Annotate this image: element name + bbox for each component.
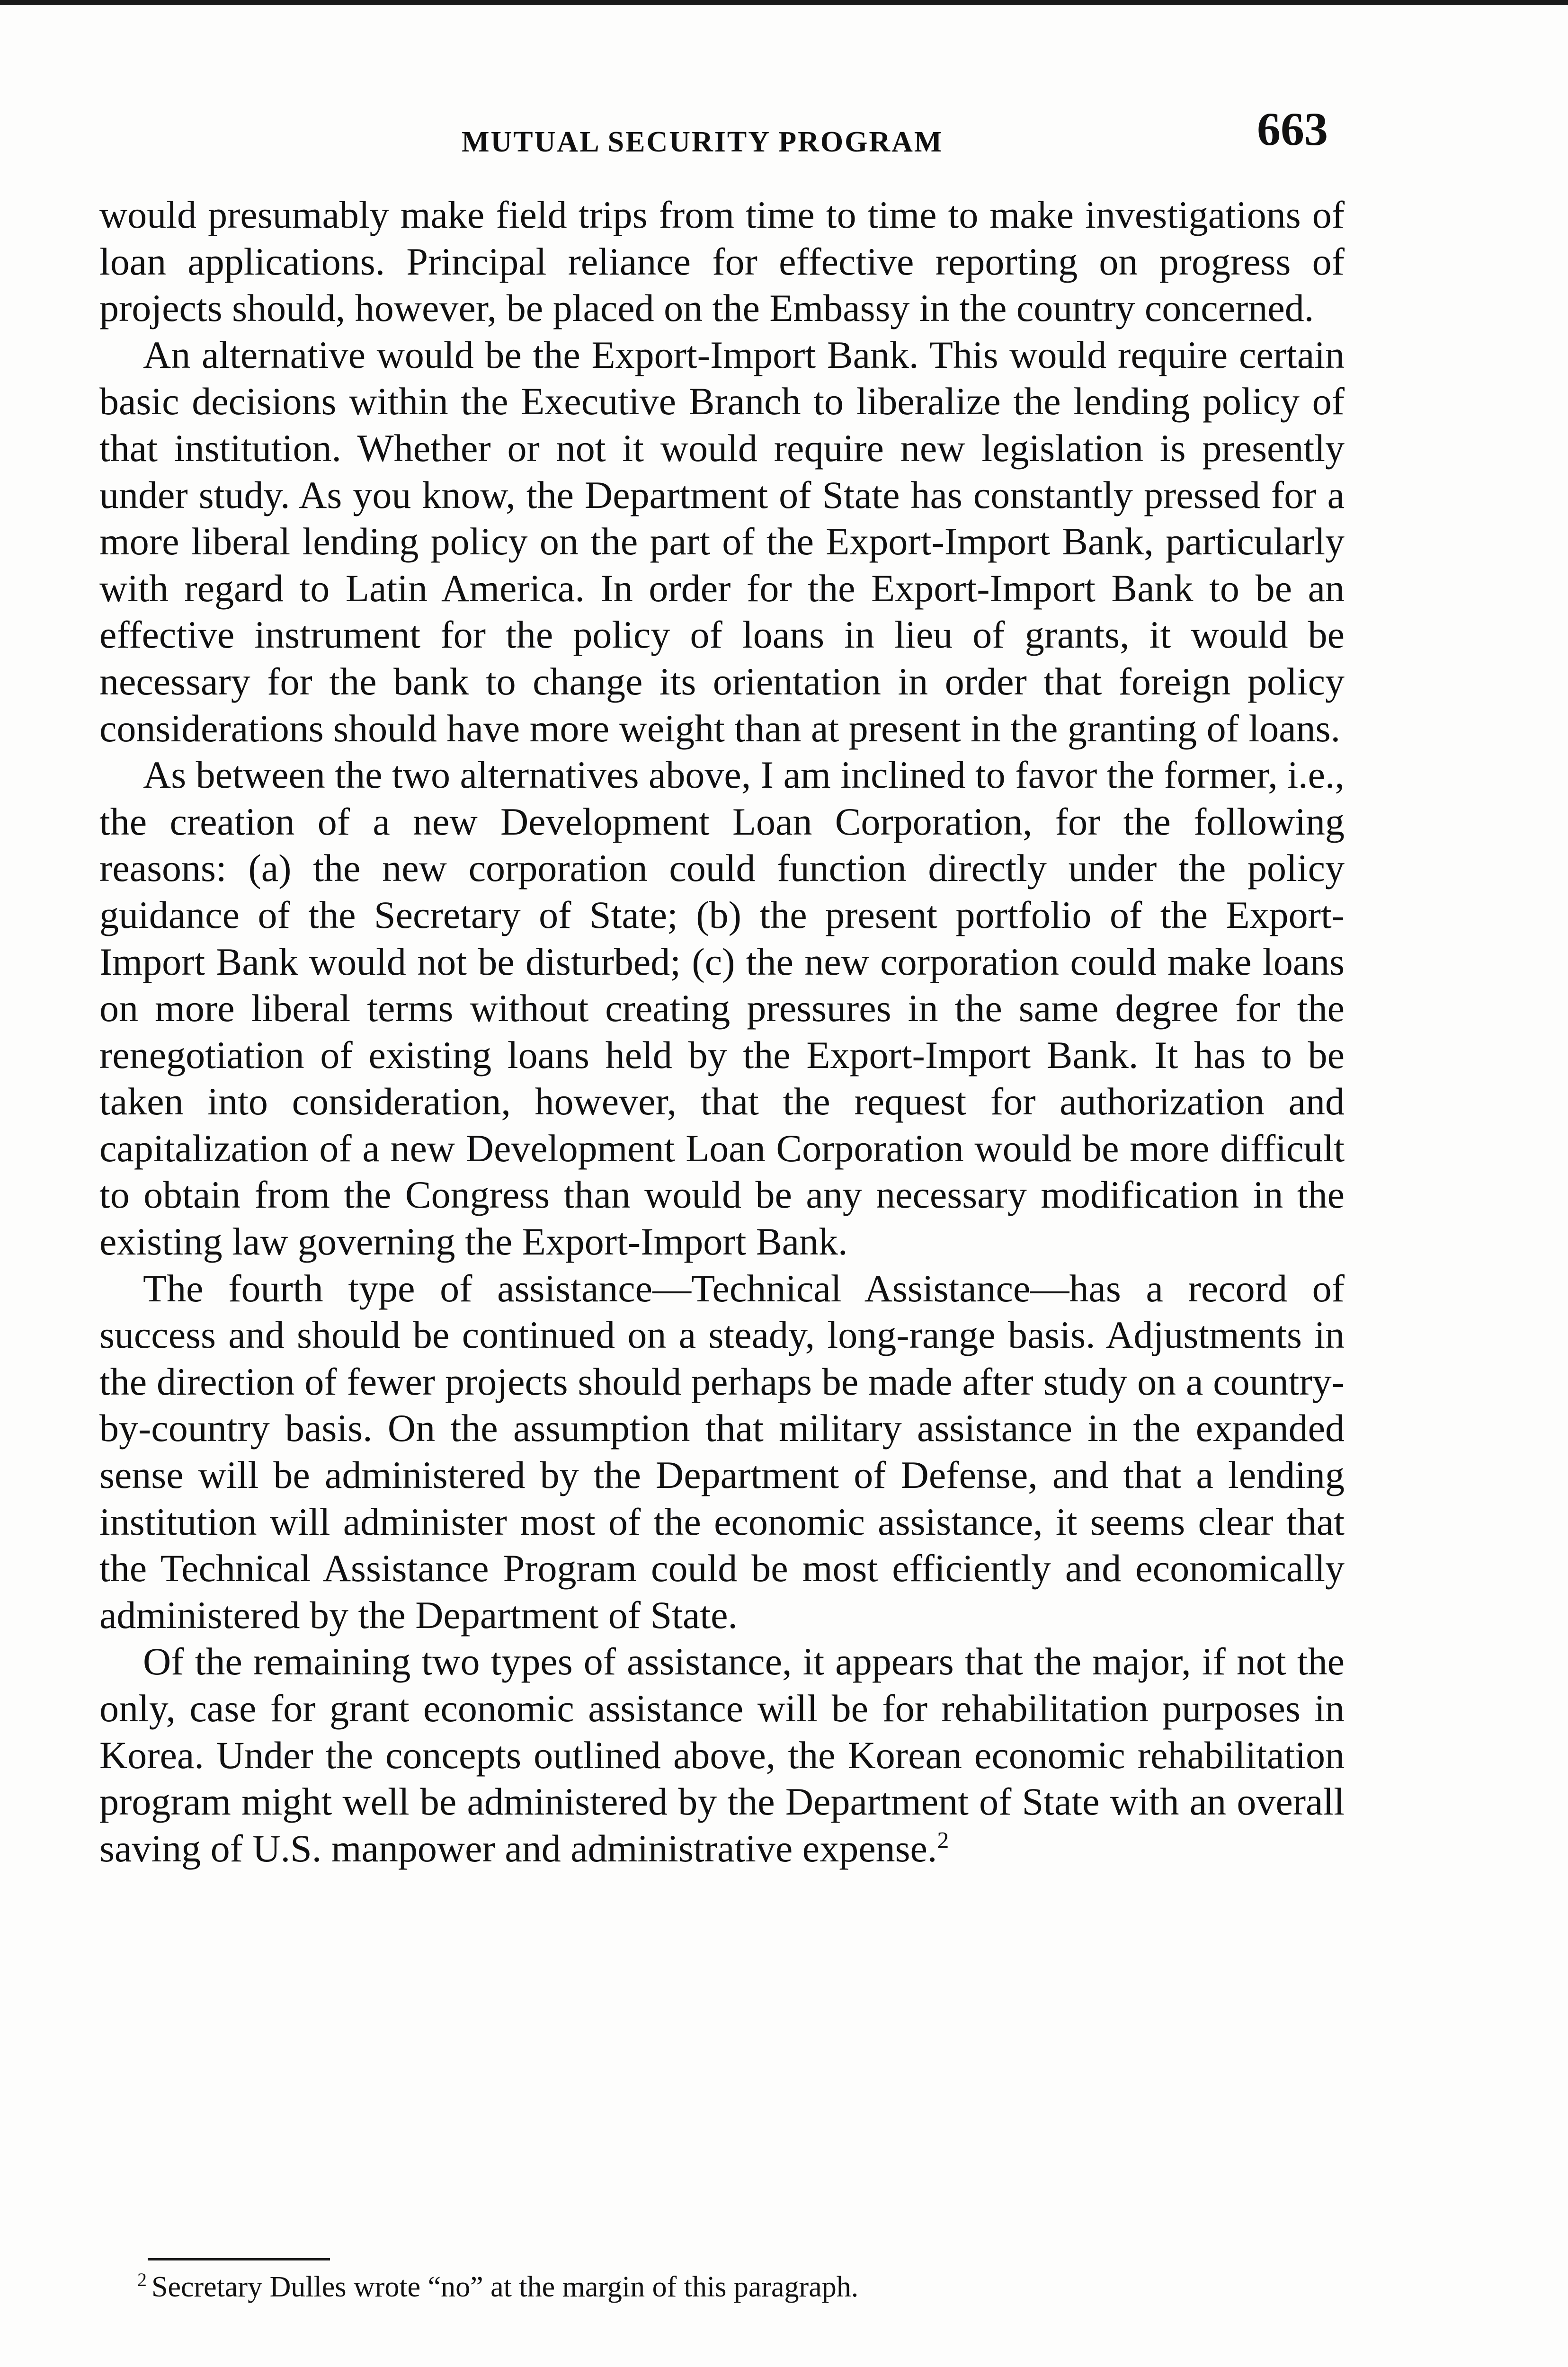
paragraph-5 bbox=[99, 1638, 1345, 1872]
paragraph-2: An alternative would be the Export-Import Bank. This would require certain basic decisions within the Executive Branch to liberalize the lending policy of that institution. Whether or not it would require new legislation is presently under study. As you know, the Department of State has constantly pressed for a more liberal lending policy on the part of the Export-Import Bank, particularly with regard to Latin America. In order for the Export-Import Bank to be an effective instrument for the policy of loans in lieu of grants, it would be necessary for the bank to change its orientation in order that foreign policy considerations should have more weight than at present in the granting of loans. bbox=[99, 333, 1345, 750]
paragraph-5-text: Of the remaining two types of assistance, it appears that the major, if not the only, case for grant economic assistance will be for rehabilitation purposes in Korea. Under the concepts outlined above, the Korean economic rehabilitation program might well be administered by the Department of State with an overall saving of U.S. manpower and administrative expense. bbox=[99, 1640, 1345, 1870]
footnote-text: Secretary Dulles wrote “no” at the margin of this paragraph. bbox=[151, 2271, 859, 2303]
paragraph-1: would presumably make field trips from time to time to make investigations of loan applications. Principal reliance for effective reporting on progress of projects should, however, be placed on the Embassy in the country concerned. bbox=[99, 193, 1345, 330]
paragraph-4: The fourth type of assistance—Technical Assistance—has a record of success and should be continued on a steady, long-range basis. Adjustments in the direction of fewer projects should perhaps be made after study on a country-by-country basis. On the assumption that military assistance in the expanded sense will be administered by the Department of Defense, and that a lending institution will administer most of the economic assistance, it seems clear that the Technical Assistance Program could be most efficiently and economically administered by the Department of State. bbox=[99, 1266, 1345, 1637]
page-number: 663 bbox=[1257, 103, 1328, 155]
footnote-marker: 2 bbox=[137, 2269, 147, 2291]
footnote-reference[interactable]: 2 bbox=[937, 1826, 949, 1853]
body-text bbox=[99, 192, 1345, 1872]
top-edge-rule bbox=[0, 0, 1568, 5]
footnote bbox=[137, 2269, 858, 2305]
footnote-separator bbox=[148, 2258, 330, 2260]
running-title: MUTUAL SECURITY PROGRAM bbox=[462, 126, 944, 158]
paragraph-3: As between the two alternatives above, I am inclined to favor the former, i.e., the creation of a new Development Loan Corporation, for the following reasons: (a) the new corporation could function directly under the policy guidance of the Secretary of State; (b) the present portfolio of the Export-Import Bank would not be disturbed; (c) the new corporation could make loans on more liberal terms without creating pressures in the same degree for the renegotiation of existing loans held by the Export-Import Bank. It has to be taken into consideration, however, that the request for authorization and capitalization of a new Development Loan Corporation would be more difficult to obtain from the Congress than would be any necessary modification in the existing law governing the Export-Import Bank. bbox=[99, 753, 1345, 1264]
